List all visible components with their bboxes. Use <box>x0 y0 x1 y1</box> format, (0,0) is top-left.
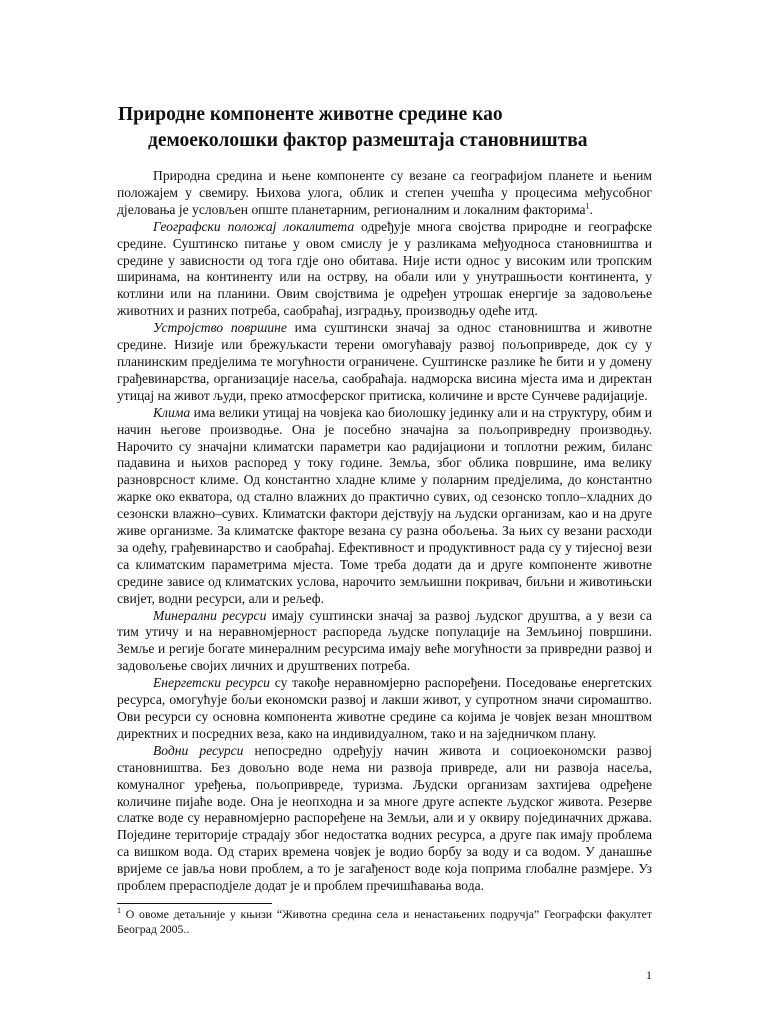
footnote-mark: 1 <box>117 906 121 916</box>
footnote <box>117 907 652 937</box>
paragraph-lead: Минерални ресурси <box>153 607 267 623</box>
paragraph-text: одређује многа својства природне и географске средине. Суштинско питање у овом смислу је у разликама међуодноса становништва и средине у зависности од тога гдје оно обитава. Није исти однос у високим или тропским ширинама, на континенту или на острву, на обали или у унутрашњости континента, у котлини или на планини. Овим својствима је одређен утрошак енергије за задовољење животних и разних потреба, саобраћај, изградњу, производњу одеће итд. <box>117 218 652 319</box>
page-number: 1 <box>646 968 652 982</box>
paragraph <box>117 743 652 895</box>
title-line-1: Природне компоненте животне средине као <box>118 104 503 125</box>
paragraph-text: непосредно одређују начин живота и социоекономски развој становништва. Без довољно воде нема ни развоја привреде, али ни развоја насеља, комуналног уређења, пољопривреде, туризма. Људски организам захтијева одређене количине пијаће воде. Она је неопходна и за многе друге аспекте људског живота. Резерве слатке воде су неравномјерно распоређене на Земљи, али и у оквиру појединачних држава. Поједине територије страдају због недостатка водних ресурса, а друге пак имају проблема са вишком вода. Од старих времена човјек је водио борбу за воду и са водом. У данашње вријеме се јавља нови проблем, а то је загађеност воде која поприма глобалне размјере. Уз проблем прерасподјеле додат је и проблем пречишћавања вода. <box>117 742 652 894</box>
paragraph-text: има велики утицај на човјека као биолошку јединку али и на структуру, обим и начин његове производње. Она је посебно значајна за пољопривредну производњу. Нарочито су значајни климатски параметри као радијациони и топлотни режим, биланс падавина и њихов распоред у току године. Земља, због облика површине, има велику разноврсност климе. Од константно хладне климе у поларним предјелима, до константно жарке око екватора, од стално влажних до практично сувих, од сезонско топло–хладних до сезонски влажно–сувих. Климатски фактори дејствују на људски организам, као и на друге живе организме. За климатске факторе везана су разна обољења. За њих су везани расходи за одећу, грађевинарство и саобраћај. Ефективност и продуктивност рада су у тијесној вези са климатским параметрима мјеста. Томе треба додати да и друге компоненте животне средине зависе од климатских услова, нарочито земљишни покривач, биљни и животињски свијет, водни ресурси, али и рељеф. <box>117 404 652 606</box>
paragraph-text: Природна средина и њене компоненте су везане са географијом планете и њеним положајем у свемиру. Њихова улога, облик и степен учешћа у процесима међусобног дјеловања је условљен опште планетарним, регионалним и локалним факторима <box>117 168 652 217</box>
paragraph <box>117 608 652 676</box>
paragraph-lead: Водни ресурси <box>153 742 244 758</box>
paragraph-text: су такође неравномјерно распоређени. Поседовање енергетских ресурса, омогућује бољи економски развој и лакши живот, у супротном значи сиромаштво. Ови ресурси су основна компонента животне средине са којима је човјек везан мноштвом директних и посредних веза, како на индивидуалном, тако и на заједничком плану. <box>117 675 653 741</box>
paragraph <box>117 320 652 405</box>
paragraph <box>117 675 652 743</box>
footnote-text: О овоме детаљније у књизи “Животна средина села и ненастањених подручја” Географски факултет Београд 2005.. <box>117 907 652 936</box>
paragraph <box>117 219 652 320</box>
paragraph-text: имају суштински значај за развој људског друштва, а у вези са тим утичу и на неравномјерност распореда људске популације на Земљиној површини. Земље и регије богате минералним ресурсима имају веће могућности за привредни развој и задовољење својих личних и друштвених потреба. <box>117 607 652 674</box>
paragraph-lead: Енергетски ресурси <box>153 675 270 691</box>
title-line-2: демоеколошки фактор размештаја становништва <box>148 130 588 151</box>
paragraph-tail: . <box>589 201 593 217</box>
footnote-reference: 1 <box>585 201 590 211</box>
paragraph-text: има суштински значај за однос становништва и животне средине. Низије или брежуљкасти терени омогућавају развој пољопривреде, док су у планинским предјелима те могућности ограничене. Суштинске разлике ће бити и у домену грађевинарства, организације насеља, саобраћаја. надморска висина мјеста има и директан утицај на живот људи, преко атмосферског притиска, количине и врсте Сунчеве радијације. <box>117 320 652 403</box>
paragraph <box>117 405 652 608</box>
footnote-separator <box>117 903 272 904</box>
paragraph-lead: Географски положај локалитета <box>153 218 355 234</box>
page-title <box>118 102 678 154</box>
paragraph-lead: Клима <box>153 404 191 420</box>
paragraph <box>117 168 652 219</box>
paragraph-lead: Устројство површине <box>153 320 287 336</box>
body-text <box>117 168 652 895</box>
